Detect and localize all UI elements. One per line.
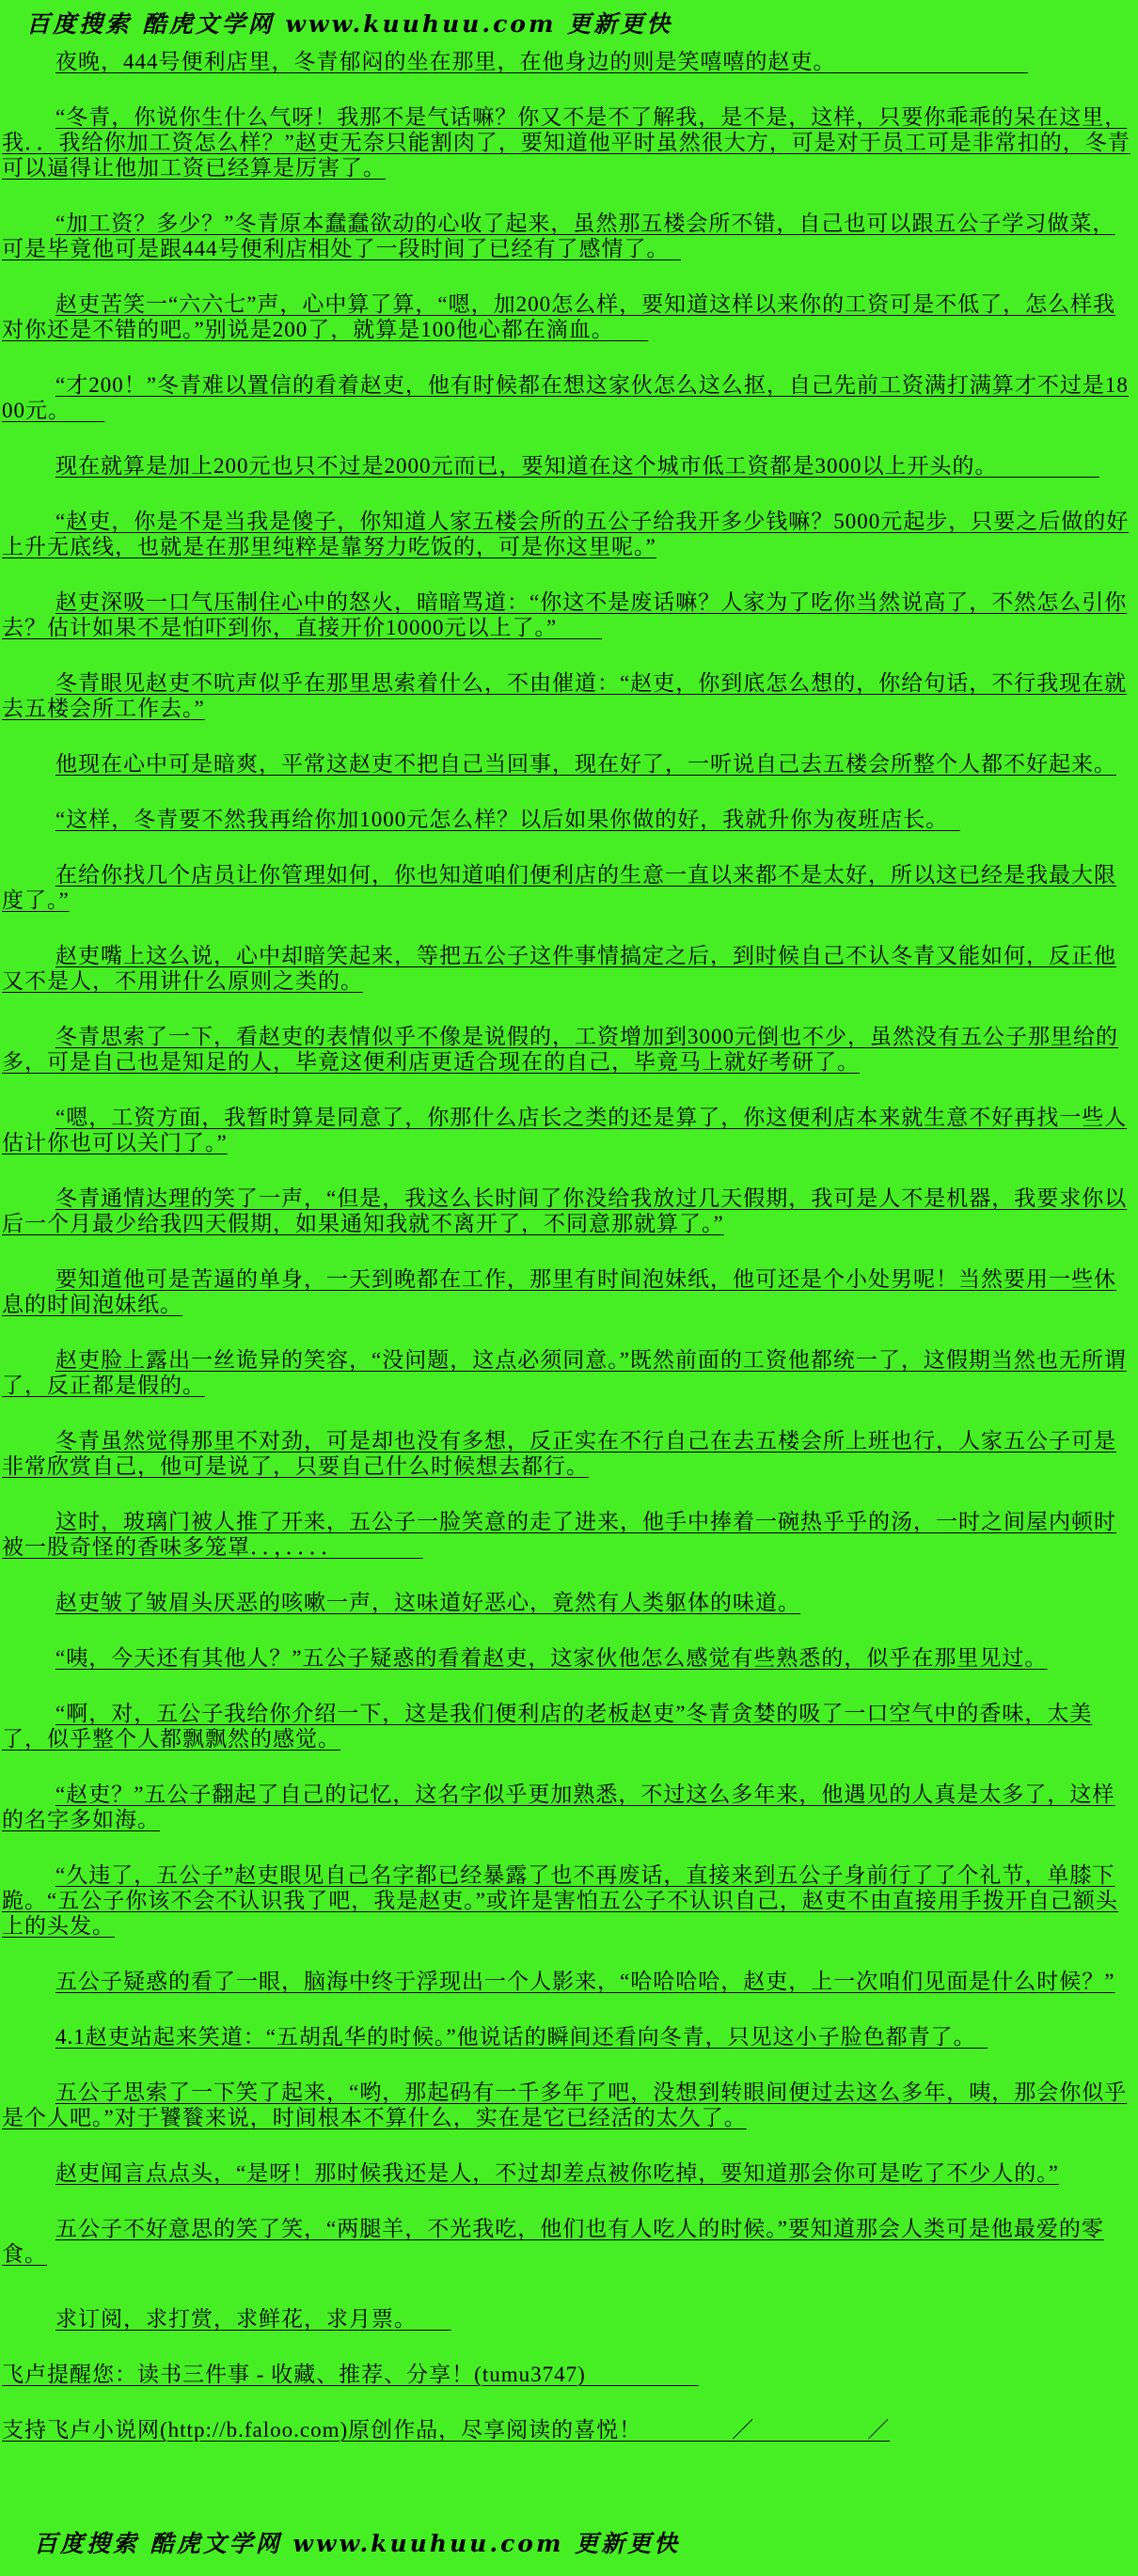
site-banner-bottom: 百度搜索 酷虎文学网 www.kuuhuu.com 更新更快 [34,2530,681,2557]
story-paragraph: 赵吏皱了皱眉头厌恶的咳嗽一声，这味道好恶心，竟然有人类躯体的味道。 [55,1591,800,1614]
story-paragraph: “咦，今天还有其他人？”五公子疑惑的看着赵吏，这家伙他怎么感觉有些熟悉的，似乎在那里见过。 [55,1646,1048,1670]
story-paragraph: 要知道他可是苦逼的单身，一天到晚都在工作，那里有时间泡妹纸，他可还是个小处男呢！当然要用一些休息的时间泡妹纸。 [2,1267,1116,1316]
story-paragraph: “才200！”冬青难以置信的看着赵吏，他有时候都在想这家伙怎么这么抠，自己先前工资满打满算才不过是1800元。 [2,373,1129,422]
story-paragraph: 冬青眼见赵吏不吭声似乎在那里思索着什么，不由催道：“赵吏，你到底怎么想的，你给句话，不行我现在就去五楼会所工作去。” [2,671,1128,720]
story-paragraph: 五公子思索了一下笑了起来，“哟，那起码有一千多年了吧，没想到转眼间便过去这么多年，咦，那会你似乎是个人吧。”对于饕餮来说，时间根本不算什么，实在是它已经活的太久了。 [2,2081,1128,2129]
story-paragraph: “加工资？多少？”冬青原本蠢蠢欲动的心收了起来，虽然那五楼会所不错，自己也可以跟五公子学习做菜，可是毕竟他可是跟444号便利店相处了一段时间了已经有了感情了。 [2,212,1115,260]
story-paragraph: “久违了，五公子”赵吏眼见自己名字都已经暴露了也不再废话，直接来到五公子身前行了了个礼节，单膝下跪。“五公子你该不会不认识我了吧，我是赵吏。”或许是害怕五公子不认识自己，赵吏不由直接用手拨开自己额头上的头发。 [2,1863,1118,1938]
story-paragraph: “啊，对，五公子我给你介绍一下，这是我们便利店的老板赵吏”冬青贪婪的吸了一口空气中的香味，太美了，似乎整个人都飘飘然的感觉。 [2,1702,1093,1751]
story-paragraph: “这样，冬青要不然我再给你加1000元怎么样？以后如果你做的好，我就升你为夜班店长。 [55,808,960,831]
story-paragraph: 冬青虽然觉得那里不对劲，可是却也没有多想，反正实在不行自己在去五楼会所上班也行，人家五公子可是非常欣赏自己，他可是说了，只要自己什么时候想去都行。 [2,1429,1116,1478]
story-paragraph: 五公子不好意思的笑了笑，“两腿羊，不光我吃，他们也有人吃人的时候。”要知道那会人类可是他最爱的零食。 [2,2217,1104,2266]
story-paragraph: 他现在心中可是暗爽，平常这赵吏不把自己当回事，现在好了，一听说自己去五楼会所整个人都不好起来。 [55,752,1116,776]
chapter-content [0,39,1138,2442]
story-paragraph: 赵吏闻言点点头，“是呀！那时候我还是人，不过却差点被你吃掉，要知道那会你可是吃了不少人的。” [55,2161,1059,2185]
story-paragraph: 夜晚，444号便利店里，冬青郁闷的坐在那里，在他身边的则是笑嘻嘻的赵吏。 [55,50,1028,73]
story-paragraph: “嗯，工资方面，我暂时算是同意了，你那什么店长之类的还是算了，你这便利店本来就生意不好再找一些人估计你也可以关门了。” [2,1106,1128,1154]
story-paragraph: 冬青思索了一下，看赵吏的表情似乎不像是说假的，工资增加到3000元倒也不少，虽然没有五公子那里给的多，可是自己也是知足的人，毕竟这便利店更适合现在的自己，毕竟马上就好考研了。 [2,1025,1118,1074]
story-paragraph: 这时，玻璃门被人推了开来，五公子一脸笑意的走了进来，他手中捧着一碗热乎乎的汤，一时之间屋内顿时被一股奇怪的香味多笼罩．．，．．．． [2,1510,1116,1559]
story-paragraph: 在给你找几个店员让你管理如何，你也知道咱们便利店的生意一直以来都不是太好，所以这已经是我最大限度了。” [2,863,1116,912]
promo-line-votes: 求订阅，求打赏，求鲜花，求月票。 [55,2307,451,2331]
story-paragraph: 赵吏深吸一口气压制住心中的怒火，暗暗骂道：“你这不是废话嘛？人家为了吃你当然说高了，不然怎么引你去？估计如果不是怕吓到你，直接开价10000元以上了。” [2,590,1128,639]
story-paragraph: 冬青通情达理的笑了一声，“但是，我这么长时间了你没给我放过几天假期，我可是人不是机器，我要求你以后一个月最少给我四天假期，如果通知我就不离开了，不同意那就算了。” [2,1186,1128,1235]
story-paragraph: 五公子疑惑的看了一眼，脑海中终于浮现出一个人影来，“哈哈哈哈，赵吏，上一次咱们见面是什么时候？” [55,1970,1115,1993]
story-paragraph: 赵吏苦笑一“六六七”声，心中算了算，“嗯，加200怎么样，要知道这样以来你的工资可是不低了，怎么样我对你还是不错的吧。”别说是200了，就算是100他心都在滴血。 [2,292,1116,341]
site-banner-top: 百度搜索 酷虎文学网 www.kuuhuu.com 更新更快 [26,10,673,38]
story-paragraph: 赵吏脸上露出一丝诡异的笑容，“没问题，这点必须同意。”既然前面的工资他都统一了，这假期当然也无所谓了，反正都是假的。 [2,1348,1127,1397]
promo-line-reminder: 飞卢提醒您：读书三件事 - 收藏、推荐、分享！(tumu3747) [2,2363,699,2386]
promo-line-faloo-url: 支持飞卢小说网(http://b.faloo.com)原创作品，尽享阅读的喜悦！ ／ ／ [2,2418,891,2442]
story-paragraph: “冬青，你说你生什么气呀！我那不是气话嘛？你又不是不了解我，是不是，这样，只要你乖乖的呆在这里，我．．我给你加工资怎么样？”赵吏无奈只能割肉了，要知道他平时虽然很大方，可是对于员工可是非常扣的，冬青可以逼得让他加工资已经算是厉害了。 [2,105,1130,180]
story-paragraph: 现在就算是加上200元也只不过是2000元而已，要知道在这个城市低工资都是3000以上开头的。 [55,454,1099,478]
story-paragraph: “赵吏？”五公子翻起了自己的记忆，这名字似乎更加熟悉，不过这么多年来，他遇见的人真是太多了，这样的名字多如海。 [2,1783,1115,1831]
story-paragraph: “赵吏，你是不是当我是傻子，你知道人家五楼会所的五公子给我开多少钱嘛？5000元起步，只要之后做的好上升无底线，也就是在那里纯粹是靠努力吃饭的，可是你这里呢。” [2,510,1130,558]
story-paragraph: 赵吏嘴上这么说，心中却暗笑起来，等把五公子这件事情搞定之后，到时候自己不认冬青又能如何，反正他又不是人，不用讲什么原则之类的。 [2,944,1116,993]
story-paragraph: 4.1赵吏站起来笑道：“五胡乱华的时候。”他说话的瞬间还看向冬青，只见这小子脸色都青了。 [55,2025,988,2049]
